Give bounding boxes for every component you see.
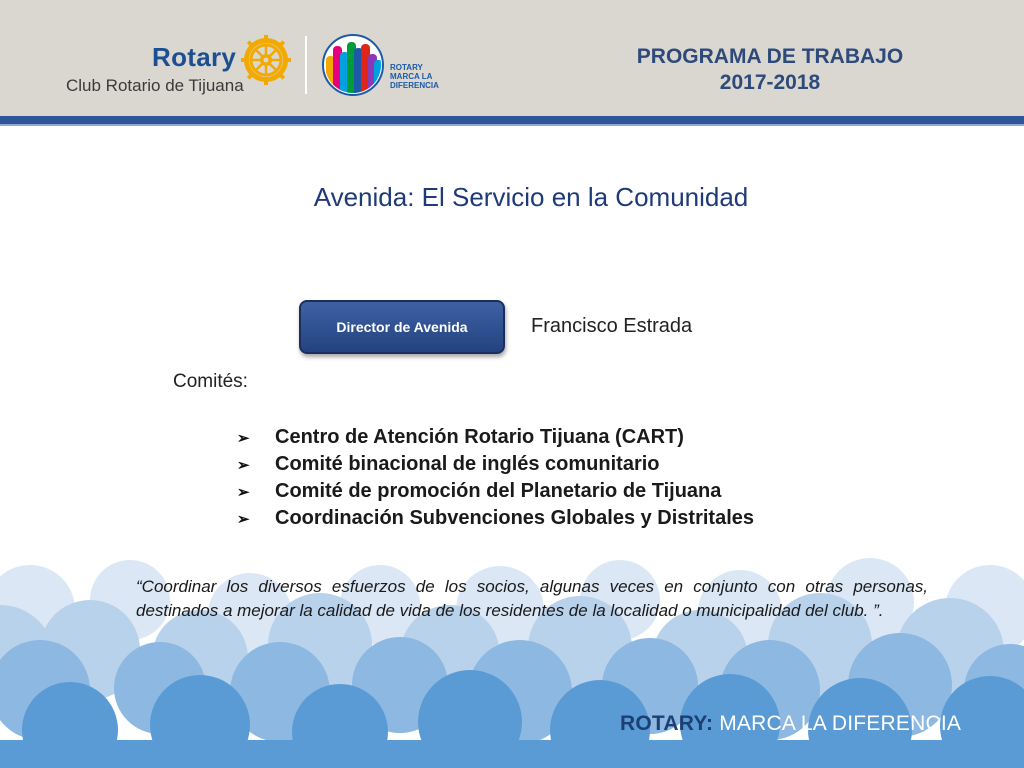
arrow-bullet-icon: ➢: [237, 483, 250, 501]
committee-label: Comité de promoción del Planetario de Tijuana: [275, 480, 722, 502]
committee-label: Centro de Atención Rotario Tijuana (CART): [275, 426, 684, 448]
club-name: Club Rotario de Tijuana: [66, 76, 244, 95]
arrow-bullet-icon: ➢: [237, 429, 250, 447]
logo-divider: [305, 36, 307, 94]
marca-line-3: DIFERENCIA: [390, 81, 439, 90]
marca-logo-text: [390, 63, 439, 90]
list-item: [237, 478, 754, 505]
header-rule: [0, 116, 1024, 124]
marca-la-diferencia-logo-icon: [322, 34, 384, 96]
list-item: [237, 451, 754, 478]
marca-line-2: MARCA LA: [390, 72, 433, 81]
rotary-wheel-icon: [240, 34, 292, 86]
director-name: Francisco Estrada: [531, 315, 693, 337]
committee-list: [237, 424, 754, 532]
committee-label: Comité binacional de inglés comunitario: [275, 453, 660, 475]
avenue-quote: “Coordinar los diversos esfuerzos de los socios, algunas veces en conjunto con otras personas, destinados a mejorar la calidad de vida de los residentes de la localidad o municipalidad del club. ”.: [136, 577, 928, 620]
arrow-bullet-icon: ➢: [237, 456, 250, 474]
committees-label: Comités:: [173, 371, 248, 392]
arrow-bullet-icon: ➢: [237, 510, 250, 528]
director-de-avenida-button[interactable]: Director de Avenida: [299, 300, 505, 354]
program-title-line-2: 2017-2018: [719, 71, 821, 94]
footer-slogan: [620, 712, 961, 736]
list-item: [237, 424, 754, 451]
footer-slogan-rest: MARCA LA DIFERENCIA: [713, 712, 962, 735]
program-title-line-1: PROGRAMA DE TRABAJO: [636, 45, 904, 68]
list-item: [237, 505, 754, 532]
marca-line-1: ROTARY: [390, 63, 423, 72]
program-title: [600, 44, 940, 96]
header-rule-thin: [0, 124, 1024, 126]
committee-label: Coordinación Subvenciones Globales y Distritales: [275, 507, 755, 529]
page-title: Avenida: El Servicio en la Comunidad: [313, 182, 749, 212]
footer-slogan-bold: ROTARY:: [620, 712, 714, 735]
rotary-wordmark: Rotary: [152, 42, 237, 72]
